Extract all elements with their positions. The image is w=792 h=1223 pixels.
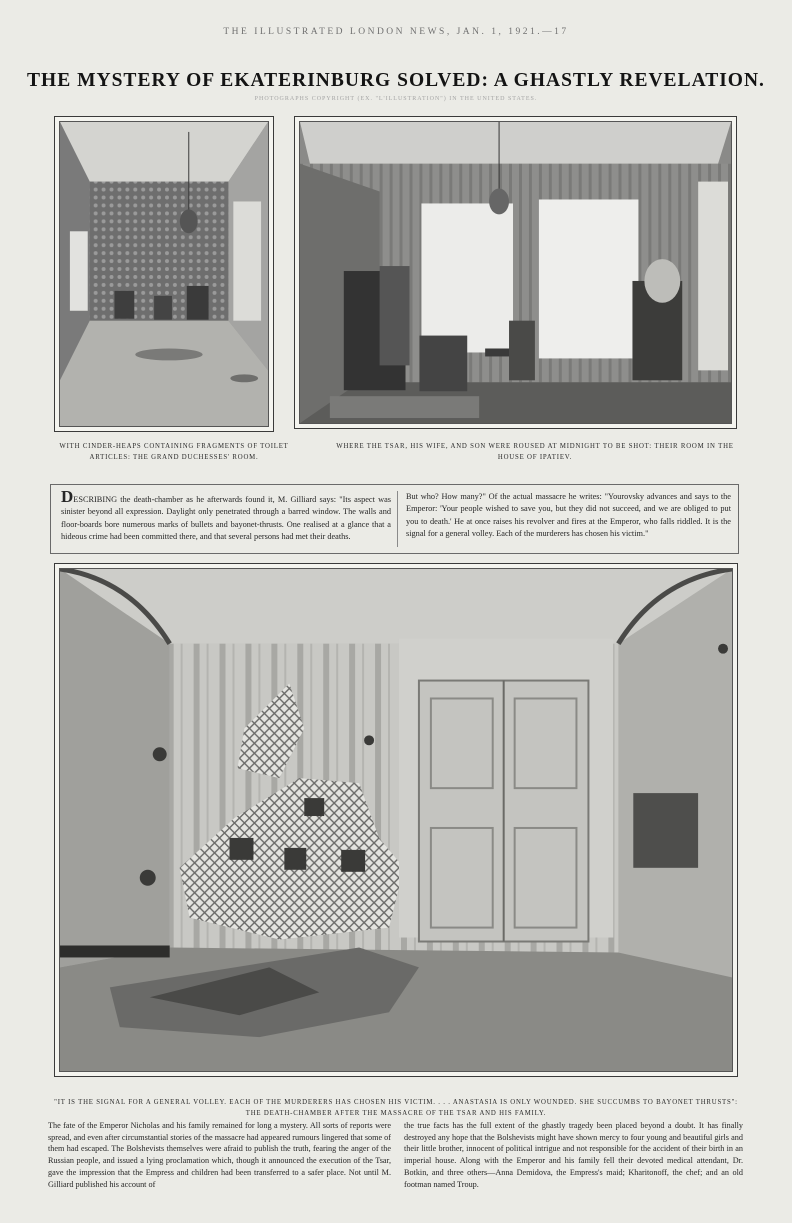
masthead: THE ILLUSTRATED LONDON NEWS, JAN. 1, 1921.—17 (223, 27, 569, 37)
quote-left-text: ESCRIBING the death-chamber as he afterwards found it, M. Gilliard says: "Its aspect was sinister beyond all expression. Daylight only penetrated through a barred window. The walls and floor-boards bore numerous marks of bullets and bayonet-thrusts. One realised at a glance that a hideous crime had been committed there, and that several persons had met their deaths. (61, 495, 391, 541)
body-text-left-column: The fate of the Emperor Nicholas and his family remained for long a mystery. All sorts of reports were spread, and even after circumstantial stories of the massacre had appeared rumours lingered that some of them had escaped. The Bolshevists themselves were afraid to publish the truth, fearing the anger of the Russian people, and issued a lying proclamation which, though it announced the execution of the Tsar, gave the impression that the Empress and children had been transferred to a safer place. Not until M. Gilliard published his account of (48, 1121, 391, 1189)
body-text-right-column: the true facts has the full extent of the ghastly tragedy been placed beyond a doubt. It has finally destroyed any hope that the Bolshevists might have shown mercy to four young and beautiful girls and their little brother, innocent of political intrigue and not responsible for the accident of their birth in an imperial house. Along with the Emperor and his family fell their devoted medical attendant, Dr. Botkin, and three others—Anna Demidova, the Empress's maid; Kharitonoff, the chef; and an old footman named Troup. (404, 1121, 743, 1189)
photo-grand-duchesses-room (54, 116, 274, 432)
caption-death-chamber: "IT IS THE SIGNAL FOR A GENERAL VOLLEY. EACH OF THE MURDERERS HAS CHOSEN HIS VICTIM. . . . ANASTASIA IS ONLY WOUNDED. SHE SUCCUMBS TO BAYONET THRUSTS": THE DEATH-CHAMBER AFTER THE MASSACRE OF THE TSAR AND HIS FAMILY. (54, 1099, 738, 1117)
page-headline: THE MYSTERY OF EKATERINBURG SOLVED: A GHASTLY REVELATION. (27, 70, 765, 91)
quote-left-column (61, 487, 391, 543)
drop-cap: D (61, 487, 74, 506)
photo-grand-duchesses-room-image (59, 121, 269, 427)
photo-death-chamber-image (59, 568, 733, 1072)
caption-tsar-room: WHERE THE TSAR, HIS WIFE, AND SON WERE ROUSED AT MIDNIGHT TO BE SHOT: THEIR ROOM IN THE HOUSE OF IPATIEV. (336, 443, 734, 461)
column-divider (397, 491, 398, 547)
quote-right-column: But who? How many?" Of the actual massacre he writes: "Yourovsky advances and says to the Emperor: 'Your people wished to save you, but they did not succeed, and we are obliged to put you to death.' He at once raises his revolver and fires at the Emperor, who falls riddled. It is the signal for a general volley. Each of the murderers has chosen his victim." (406, 492, 731, 538)
photo-credit: PHOTOGRAPHS COPYRIGHT (EX. "L'ILLUSTRATION") IN THE UNITED STATES. (254, 96, 538, 102)
photo-tsar-room-image (299, 121, 732, 424)
gilliard-quote-box (50, 484, 739, 554)
caption-grand-duchesses-room: WITH CINDER-HEAPS CONTAINING FRAGMENTS OF TOILET ARTICLES: THE GRAND DUCHESSES' ROOM. (59, 443, 289, 461)
photo-tsar-room (294, 116, 737, 429)
photo-death-chamber (54, 563, 738, 1077)
